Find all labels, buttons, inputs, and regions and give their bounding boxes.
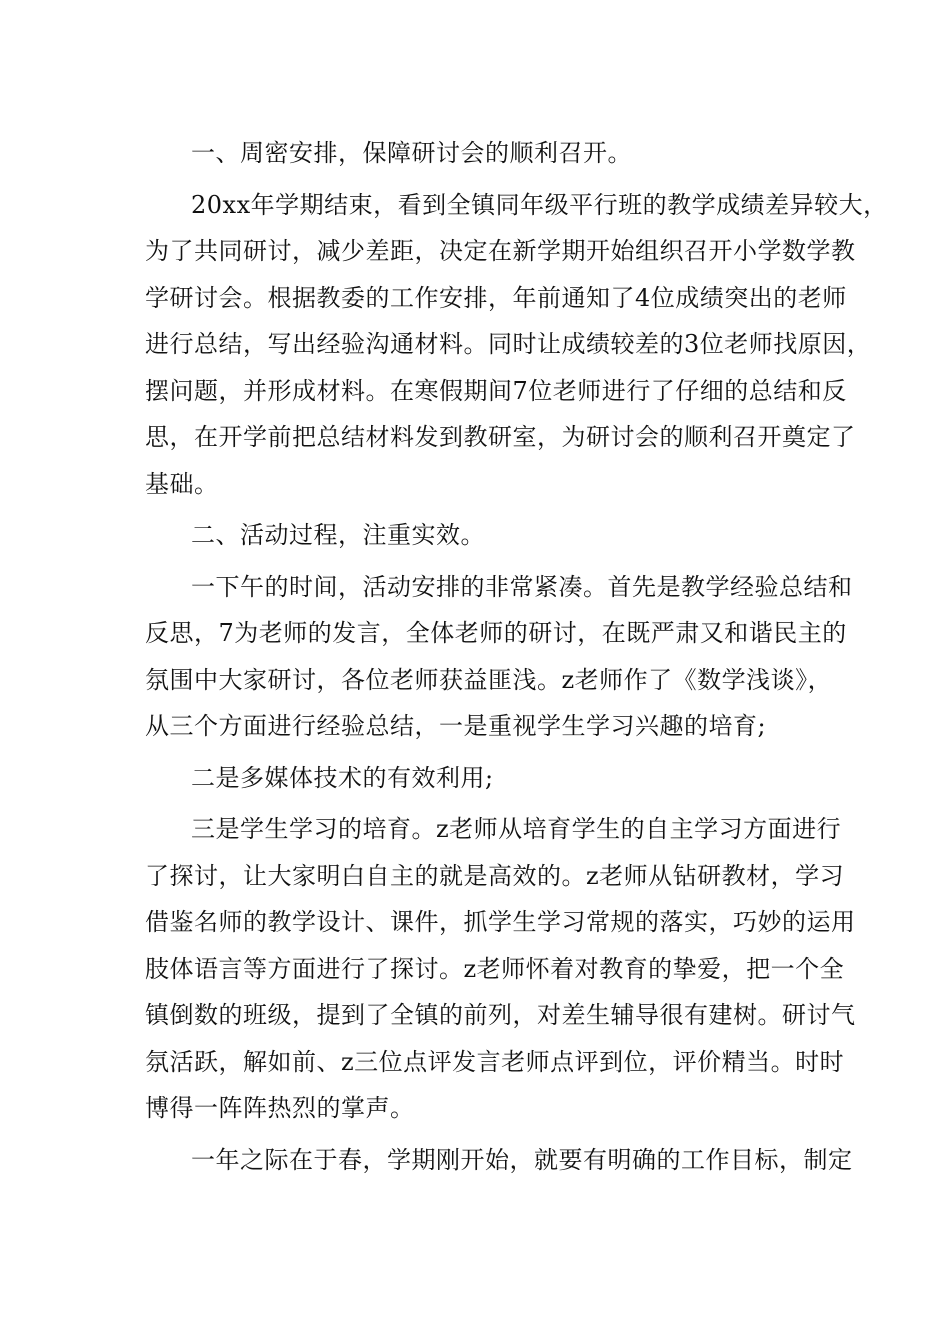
document-body — [145, 130, 888, 1183]
paragraph-4-line: 了探讨，让大家明白自主的就是高效的。z老师从钻研教材，学习 — [145, 861, 845, 890]
paragraph-1-line: 进行总结，写出经验沟通材料。同时让成绩较差的3位老师找原因， — [145, 330, 872, 358]
paragraph-1-line: 摆问题，并形成材料。在寒假期间7位老师进行了仔细的总结和反 — [145, 376, 847, 405]
paragraph-1-line: 为了共同研讨，减少差距，决定在新学期开始组织召开小学数学教 — [145, 237, 856, 265]
paragraph-4-line: 借鉴名师的教学设计、课件，抓学生学习常规的落实，巧妙的运用 — [145, 908, 856, 936]
paragraph-4-line: 氛活跃，解如前、z三位点评发言老师点评到位，评价精当。时时 — [145, 1047, 845, 1076]
paragraph-4-line: 三是学生学习的培育。z老师从培育学生的自主学习方面进行 — [191, 815, 842, 843]
paragraph-2-line: 从三个方面进行经验总结，一是重视学生学习兴趣的培育; — [145, 712, 767, 740]
paragraph-4-line: 肢体语言等方面进行了探讨。z老师怀着对教育的挚爱，把一个全 — [145, 954, 845, 983]
paragraph-1-line: 学研讨会。根据教委的工作安排，年前通知了4位成绩突出的老师 — [145, 283, 847, 312]
paragraph-5-line: 一年之际在于春，学期刚开始，就要有明确的工作目标，制定 — [191, 1145, 853, 1174]
paragraph-2-line: 反思，7为老师的发言，全体老师的研讨，在既严肃又和谐民主的 — [145, 619, 847, 647]
paragraph-2-line: 氛围中大家研讨，各位老师获益匪浅。z老师作了《数学浅谈》， — [145, 665, 833, 694]
paragraph-1-line: 思，在开学前把总结材料发到教研室，为研讨会的顺利召开奠定了 — [145, 423, 856, 451]
paragraph-4-line: 镇倒数的班级，提到了全镇的前列，对差生辅导很有建树。研讨气 — [145, 1001, 856, 1029]
paragraph-2-line: 一下午的时间，活动安排的非常紧凑。首先是教学经验总结和 — [191, 572, 853, 601]
section-heading-1: 一、周密安排，保障研讨会的顺利召开。 — [191, 139, 632, 167]
section-heading-2: 二、活动过程，注重实效。 — [191, 521, 485, 549]
paragraph-1-line: 20xx年学期结束，看到全镇同年级平行班的教学成绩差异较大， — [191, 190, 888, 219]
paragraph-4-line: 博得一阵阵热烈的掌声。 — [145, 1094, 415, 1122]
paragraph-1-line: 基础。 — [145, 469, 219, 498]
paragraph-3-line: 二是多媒体技术的有效利用; — [191, 763, 494, 792]
